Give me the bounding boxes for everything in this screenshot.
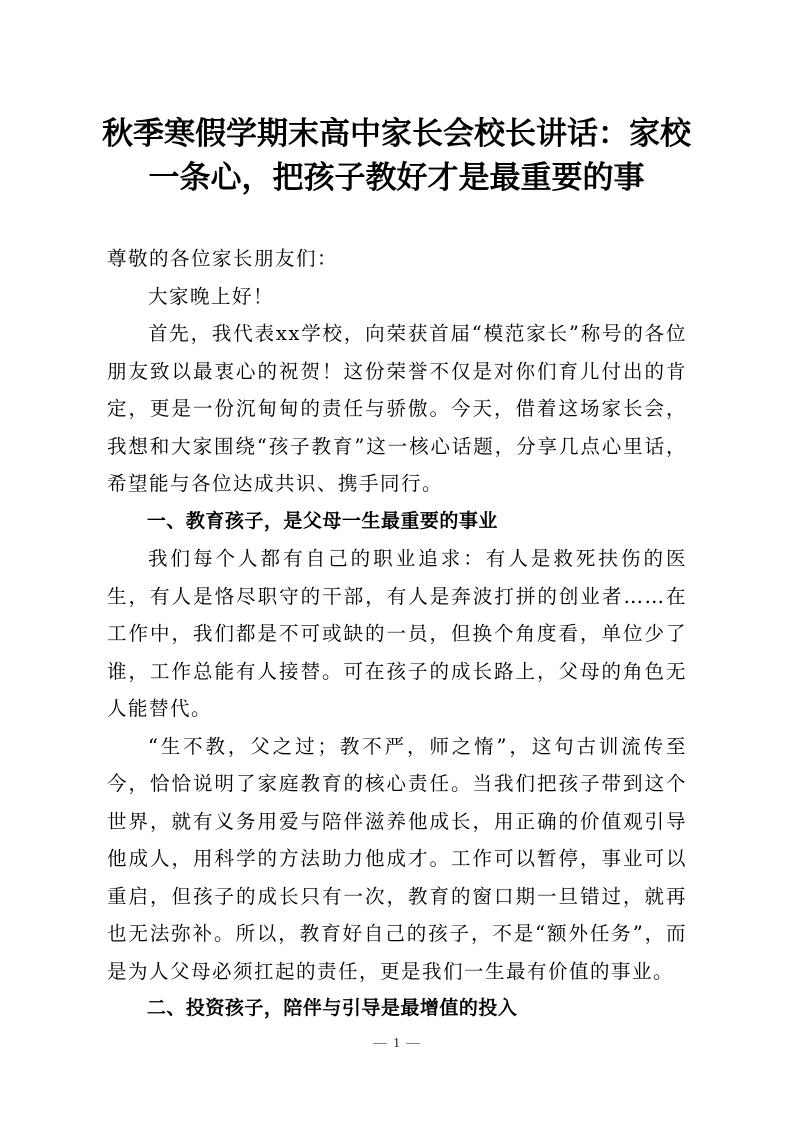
- section-heading-2: 二、投资孩子，陪伴与引导是最增值的投入: [146, 997, 518, 1019]
- document-title: 秋季寒假学期末高中家长会校长讲话：家校一条心，把孩子教好才是最重要的事: [102, 116, 691, 196]
- footer-dash-left: [373, 1043, 387, 1044]
- footer-dash-right: [406, 1043, 420, 1044]
- section-1-paragraph-1: 我们每个人都有自己的职业追求：有人是救死扶伤的医生，有人是恪尽职守的干部，有人是奔波打拼的创业者……在工作中，我们都是不可或缺的一员，但换个角度看，单位少了谁，工作总能有人接替。可在孩子的成长路上，父母的角色无人能替代。: [107, 547, 687, 720]
- greeting: 大家晚上好！: [147, 284, 274, 308]
- page-number: 1: [393, 1036, 400, 1051]
- section-1-paragraph-2: “生不教，父之过；教不严，师之惰”，这句古训流传至今，恰恰说明了家庭教育的核心责任。当我们把孩子带到这个世界，就有义务用爱与陪伴滋养他成长，用正确的价值观引导他成人，用科学的方法助力他成才。工作可以暂停，事业可以重启，但孩子的成长只有一次，教育的窗口期一旦错过，就再也无法弥补。所以，教育好自己的孩子，不是“额外任务”，而是为人父母必须扛起的责任，更是我们一生最有价值的事业。: [107, 734, 687, 983]
- intro-paragraph: 首先，我代表xx学校，向荣获首届“模范家长”称号的各位朋友致以最衷心的祝贺！这份荣誉不仅是对你们育儿付出的肯定，更是一份沉甸甸的责任与骄傲。今天，借着这场家长会，我想和大家围绕“孩子教育”这一核心话题，分享几点心里话，希望能与各位达成共识、携手同行。: [107, 322, 687, 495]
- salutation: 尊敬的各位家长朋友们：: [107, 247, 339, 270]
- section-heading-1: 一、教育孩子，是父母一生最重要的事业: [146, 509, 498, 532]
- document-body: [107, 240, 687, 1028]
- page-footer: [0, 1036, 793, 1052]
